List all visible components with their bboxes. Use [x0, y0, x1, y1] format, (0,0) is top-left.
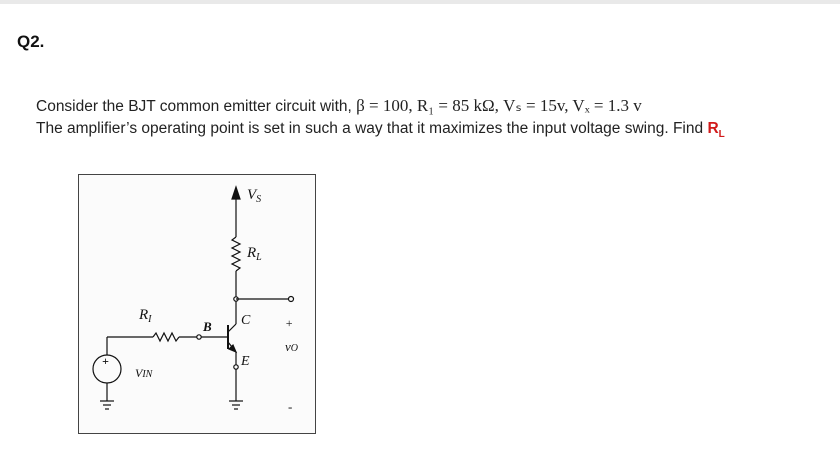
emitter-label: E — [241, 354, 250, 369]
source-plus-label: + — [102, 354, 109, 368]
question-line-1-text: Consider the BJT common emitter circuit with, — [36, 98, 352, 115]
output-label: vO — [285, 339, 299, 354]
input-resistor-icon — [153, 333, 179, 341]
supply-label: $V_S$ — [247, 187, 262, 205]
circuit-figure — [78, 174, 316, 434]
emitter-arrow-icon — [229, 345, 236, 352]
base-label: B — [203, 319, 212, 334]
collector-label: C — [241, 313, 251, 328]
output-terminal-plus — [289, 297, 294, 302]
load-resistor-label: $R_L$ — [247, 245, 262, 263]
supply-arrow-icon — [232, 187, 240, 199]
given-values: β = 100, R₁ = 85 kΩ, Vₛ = 15v, Vₓ = 1.3 v — [356, 96, 642, 115]
question-line-2-text: The amplifier’s operating point is set in such a way that it maximizes the input voltage swing. Find — [36, 120, 704, 137]
question-line-2 — [36, 120, 725, 140]
output-minus-label: - — [288, 399, 293, 414]
input-resistor-label: $R_I$ — [139, 307, 152, 325]
circuit-diagram — [79, 175, 317, 435]
target-quantity: $R_L$ — [707, 120, 725, 141]
load-resistor-icon — [232, 237, 240, 271]
output-plus-label: + — [285, 316, 294, 330]
top-border — [0, 0, 840, 4]
question-line-1 — [36, 96, 642, 116]
source-label: VIN — [135, 366, 153, 380]
question-number: Q2. — [17, 32, 45, 51]
